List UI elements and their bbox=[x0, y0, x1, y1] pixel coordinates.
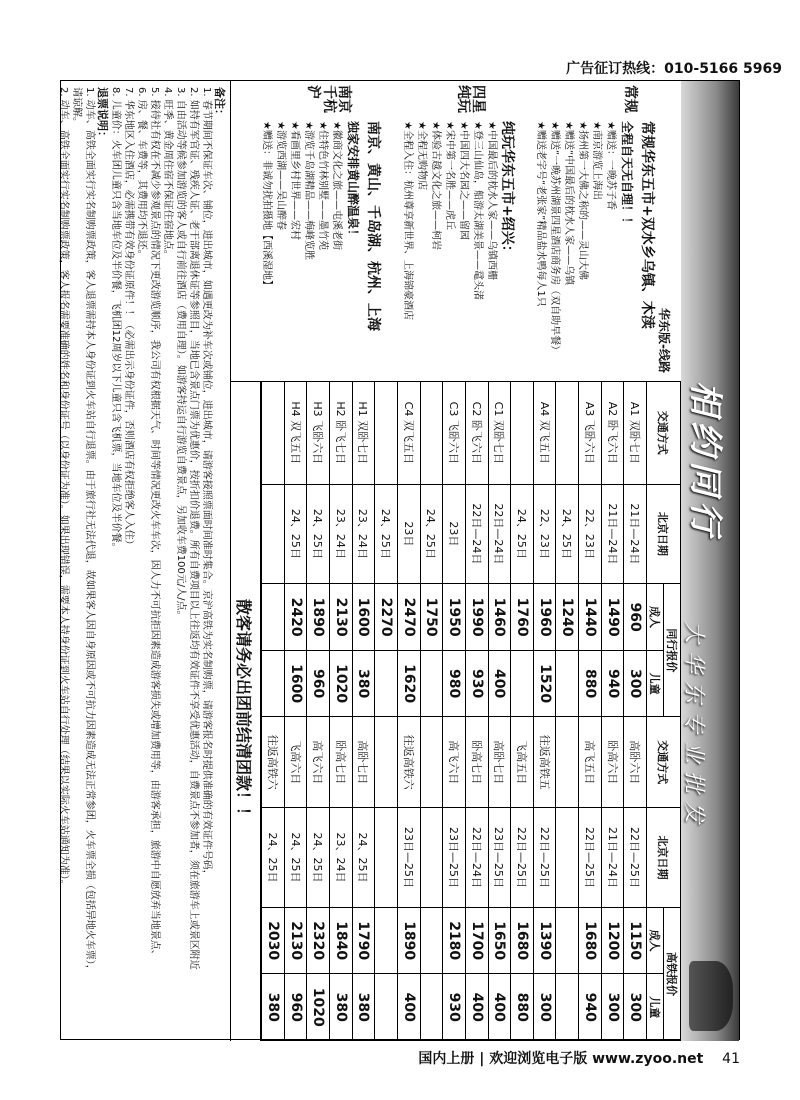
table-cell: 1790 bbox=[352, 907, 375, 974]
table-cell: 1200 bbox=[601, 907, 624, 974]
table-cell: 1620 bbox=[397, 650, 420, 717]
table-cell: 23日—25日 bbox=[397, 808, 420, 908]
table-cell: 1460 bbox=[488, 584, 511, 651]
table-cell bbox=[375, 907, 398, 974]
list-item: ★游览西湖——吴山醉春 bbox=[275, 121, 287, 230]
table-cell: 卧高七日 bbox=[330, 717, 353, 808]
block-header: 常规华东五市+双水乡乌镇、木渎 bbox=[639, 121, 655, 329]
banner-slogan: 相约同行 bbox=[685, 381, 725, 541]
table-cell: 2130 bbox=[284, 907, 307, 974]
table-cell: C2 卧飞六日 bbox=[465, 382, 488, 485]
table-row bbox=[284, 382, 307, 1041]
table-cell: 21日—24日 bbox=[624, 484, 647, 584]
price-body bbox=[262, 382, 647, 1041]
table-cell: C4 双飞五日 bbox=[397, 382, 420, 485]
refund-item: 请谅解。 bbox=[71, 87, 82, 127]
table-cell: 22日—25日 bbox=[624, 808, 647, 908]
table-cell: 1990 bbox=[465, 584, 488, 651]
route-block-1 bbox=[533, 121, 655, 371]
table-cell: 1650 bbox=[488, 907, 511, 974]
table-cell bbox=[420, 974, 443, 1041]
table-cell bbox=[420, 382, 443, 485]
note-item: 2. 如持有军官证、残疾人证、老干部离退休证等参照目，当地已含景点门票为优惠价，按折扣价退费。所有自费项目以上往返均有效证件不享受优惠活动，自费景点不参加者，须在旅游车上或景区附近 bbox=[188, 87, 199, 970]
table-cell: 飞高六日 bbox=[284, 717, 307, 808]
table-row bbox=[397, 382, 420, 1041]
table-cell: 22、23日 bbox=[579, 484, 602, 584]
rotated-page bbox=[60, 80, 740, 1040]
table-cell: 1600 bbox=[352, 584, 375, 651]
table-cell: 400 bbox=[488, 974, 511, 1041]
table-cell: 卧高六日 bbox=[601, 717, 624, 808]
table-cell: 23日 bbox=[397, 484, 420, 584]
refund-title: 退票说明： bbox=[96, 87, 109, 142]
table-cell: 24、25日 bbox=[556, 484, 579, 584]
table-row bbox=[533, 382, 556, 1041]
footer bbox=[418, 1048, 740, 1068]
table-cell: 1890 bbox=[307, 584, 330, 651]
list-item: ★赠送老字号“老张家”精品盐水鸭每人1只 bbox=[535, 121, 547, 307]
table-cell: 高飞六日 bbox=[307, 717, 330, 808]
table-cell bbox=[511, 382, 534, 485]
table-cell: 300 bbox=[624, 650, 647, 717]
table-cell: 2180 bbox=[443, 907, 466, 974]
table-cell: H3 飞卧六日 bbox=[307, 382, 330, 485]
table-cell bbox=[556, 974, 579, 1041]
table-cell: A3 飞卧六日 bbox=[579, 382, 602, 485]
table-cell: 1020 bbox=[307, 974, 330, 1041]
table-row bbox=[488, 382, 511, 1041]
table-cell: 1240 bbox=[556, 584, 579, 651]
table-cell: 940 bbox=[579, 974, 602, 1041]
refund-item: 2. 动车、高铁全面实行实名制购票政策，客人报名需要准确的姓名和身份证号（以身份证为准）。如果出现错误，需要本人持身份证到火车站自行处理（结果以实际火车站通知为准）。 bbox=[58, 87, 69, 890]
table-cell: 960 bbox=[284, 974, 307, 1041]
table-cell: 1520 bbox=[533, 650, 556, 717]
notes-title: 备注： bbox=[213, 87, 226, 120]
list-item: ★全程无购物店 bbox=[416, 121, 428, 190]
banner bbox=[681, 81, 739, 1041]
list-item: ★看画里乡村世界——宏村 bbox=[289, 121, 301, 240]
table-cell: 1750 bbox=[420, 584, 443, 651]
table-row bbox=[511, 382, 534, 1041]
table-row bbox=[556, 382, 579, 1041]
table-cell: 380 bbox=[262, 974, 285, 1041]
block-header: 纯玩华东五市+绍兴： bbox=[499, 121, 515, 259]
price-table bbox=[261, 381, 681, 1041]
table-cell bbox=[556, 382, 579, 485]
note-item: 5. 接待社有权在不减少参观景点的情况下更改游览顺序，我公司有权根据天气、时间等情况更改火车车次，因人力不可抗拒因素造成游客损失或增加费用等，由游客承担，旅游中自愿放弃当地景点、 bbox=[149, 87, 160, 960]
table-cell: 2130 bbox=[330, 584, 353, 651]
note-item: 7. 华东地区入住酒店，必需携带有效身份证原件！！（必需出示身份证件，否则酒店有权拒绝客人入住） bbox=[123, 87, 134, 550]
table-cell: 卧高七日 bbox=[465, 717, 488, 808]
note-item: 1. 春节期间不保证车次、铺位，进出城市，如遇更改为补车次或铺位，进出城市，请游客接照票面时间准时集合。京沪高铁为实名制购票，请游客报名时提供准确的有效证件号码， bbox=[201, 87, 212, 880]
table-cell bbox=[556, 808, 579, 908]
table-cell: 300 bbox=[624, 974, 647, 1041]
table-cell bbox=[262, 650, 285, 717]
list-item: ★赠送：一晚苏子香 bbox=[605, 121, 617, 210]
table-cell: 1960 bbox=[533, 584, 556, 651]
table-cell: 980 bbox=[443, 650, 466, 717]
table-row bbox=[624, 382, 647, 1041]
table-cell: 24、25日 bbox=[307, 808, 330, 908]
table-row bbox=[579, 382, 602, 1041]
table-cell: C1 双卧七日 bbox=[488, 382, 511, 485]
table-cell: A4 双飞五日 bbox=[533, 382, 556, 485]
table-cell: 2270 bbox=[375, 584, 398, 651]
table-cell: 1390 bbox=[533, 907, 556, 974]
table-cell bbox=[556, 717, 579, 808]
note-item: 6. 房、餐、车费等，其费用均不退还。 bbox=[136, 87, 147, 260]
table-row bbox=[330, 382, 353, 1041]
table-cell bbox=[375, 650, 398, 717]
table-cell: 1950 bbox=[443, 584, 466, 651]
list-item: ★南京游览上海出 bbox=[591, 121, 603, 200]
route-block-3 bbox=[259, 121, 381, 371]
table-cell: 880 bbox=[579, 650, 602, 717]
table-cell: 2420 bbox=[284, 584, 307, 651]
note-item: 4. 旺季、黄金周住宿不保证住宿地点。 bbox=[162, 87, 173, 260]
table-cell bbox=[375, 717, 398, 808]
table-cell: 940 bbox=[601, 650, 624, 717]
table-cell bbox=[375, 808, 398, 908]
table-cell: 1890 bbox=[397, 907, 420, 974]
table-cell: 2030 bbox=[262, 907, 285, 974]
sub-header: 成人 bbox=[647, 584, 664, 651]
table-row bbox=[352, 382, 375, 1041]
table-cell bbox=[420, 907, 443, 974]
table-cell: 300 bbox=[601, 974, 624, 1041]
table-cell: A1 双卧七日 bbox=[624, 382, 647, 485]
table-cell: 24、25日 bbox=[284, 808, 307, 908]
block-subheader: 独家安排黄山醉温泉！ bbox=[346, 121, 361, 242]
table-cell: 400 bbox=[465, 974, 488, 1041]
table-row bbox=[420, 382, 443, 1041]
note-item: 3. 自由活动等候参加游览的客人或自行前往酒店（费用自理）。如游客持运自行游览自费景点，另加收车费100元/人/点。 bbox=[175, 87, 186, 621]
table-cell: 1020 bbox=[330, 650, 353, 717]
table-cell: 高卧七日 bbox=[488, 717, 511, 808]
list-item: ★赠送：非诚勿扰拍摄地【西溪湿地】 bbox=[261, 121, 273, 290]
table-row bbox=[443, 382, 466, 1041]
list-item: ★中国最后的枕水人家——乌镇西栅 bbox=[486, 121, 498, 280]
sub-header: 成人 bbox=[647, 907, 664, 974]
table-cell: 1680 bbox=[511, 907, 534, 974]
table-cell: 1840 bbox=[330, 907, 353, 974]
table-cell: 24、25日 bbox=[511, 484, 534, 584]
table-cell bbox=[420, 650, 443, 717]
table-cell: 高飞五日 bbox=[579, 717, 602, 808]
table-cell: 往返高铁六 bbox=[262, 717, 285, 808]
list-item: ★体验古越文化之旅——柯岩 bbox=[430, 121, 442, 250]
table-cell: 380 bbox=[352, 974, 375, 1041]
table-cell: 23、24日 bbox=[330, 808, 353, 908]
table-cell: 380 bbox=[330, 974, 353, 1041]
block-subheader: 全程自天无自理！！ bbox=[620, 121, 635, 230]
footer-text: 国内上册 | 欢迎浏览电子版 www.zyoo.net bbox=[418, 1051, 704, 1067]
col-header: 同行报价 bbox=[664, 584, 681, 717]
table-cell: 2320 bbox=[307, 907, 330, 974]
table-cell bbox=[375, 382, 398, 485]
list-item: ★徽商文化之旅——屯溪老街 bbox=[331, 121, 343, 250]
table-cell: 24、25日 bbox=[375, 484, 398, 584]
table-cell bbox=[556, 650, 579, 717]
sub-header: 儿童 bbox=[647, 974, 664, 1041]
table-row bbox=[601, 382, 624, 1041]
list-item: ★登三山仙岛，船游太湖美景——鼋头渚 bbox=[472, 121, 484, 300]
table-cell bbox=[420, 717, 443, 808]
table-cell bbox=[262, 484, 285, 584]
table-cell: 2470 bbox=[397, 584, 420, 651]
table-cell: 23日—25日 bbox=[443, 808, 466, 908]
table-cell: 880 bbox=[511, 974, 534, 1041]
table-row bbox=[375, 382, 398, 1041]
col-header: 交通方式 bbox=[647, 717, 681, 808]
table-cell bbox=[262, 584, 285, 651]
list-item: ★住特色竹林别墅——墨竹苑 bbox=[317, 121, 329, 250]
col-header: 北京日期 bbox=[647, 808, 681, 908]
table-cell bbox=[375, 974, 398, 1041]
table-cell: 22日—25日 bbox=[533, 808, 556, 908]
table-cell: 23、24日 bbox=[330, 484, 353, 584]
table-cell: 24、25日 bbox=[262, 808, 285, 908]
table-row bbox=[307, 382, 330, 1041]
table-cell: 21日—24日 bbox=[601, 808, 624, 908]
list-item: ★中国四大名园之——留园 bbox=[458, 121, 470, 240]
list-item: ★宋中第一名胜——虎丘 bbox=[444, 121, 456, 230]
table-cell: 23、24日 bbox=[352, 484, 375, 584]
table-cell: 21日—24日 bbox=[601, 484, 624, 584]
list-item: ★全程入住：杭州尊享新世界、上海锦豪酒店 bbox=[402, 121, 414, 320]
table-cell: 300 bbox=[533, 974, 556, 1041]
table-cell: 960 bbox=[624, 584, 647, 651]
col-header: 高铁报价 bbox=[664, 907, 681, 1040]
table-cell: A2 卧飞六日 bbox=[601, 382, 624, 485]
table-cell: 往返高铁六 bbox=[397, 717, 420, 808]
table-cell: 22日—24日 bbox=[465, 808, 488, 908]
table-cell: 22日—24日 bbox=[465, 484, 488, 584]
table-cell bbox=[556, 907, 579, 974]
table-cell: 930 bbox=[443, 974, 466, 1041]
note-item: 8. 儿童价：火车团儿童只含当地车位及半价餐，飞机团12周岁以下儿童只含飞机票，当地车位及半价餐。 bbox=[110, 87, 121, 553]
table-row bbox=[262, 382, 285, 1041]
table-cell bbox=[511, 650, 534, 717]
table-cell: 1760 bbox=[511, 584, 534, 651]
table-cell: C3 飞卧六日 bbox=[443, 382, 466, 485]
table-cell: 高卧六日 bbox=[624, 717, 647, 808]
list-item: ★扬州第一大佛之称的——灵山大佛 bbox=[577, 121, 589, 280]
table-cell: 24、25日 bbox=[420, 484, 443, 584]
price-grid bbox=[261, 381, 681, 1041]
col-header: 交通方式 bbox=[647, 382, 681, 485]
table-cell: 400 bbox=[488, 650, 511, 717]
block-tag-2: 四星纯玩 bbox=[454, 85, 486, 113]
table-cell: 23日—25日 bbox=[488, 808, 511, 908]
table-cell bbox=[262, 382, 285, 485]
block-header: 南京、黄山、千岛湖、杭州、上海 bbox=[365, 121, 381, 331]
banner-slogan-2: 大华东专业批发 bbox=[681, 621, 706, 832]
table-cell: 1440 bbox=[579, 584, 602, 651]
table-cell bbox=[420, 808, 443, 908]
table-cell: 400 bbox=[397, 974, 420, 1041]
notice-banner: 散客请务必出团前结清团款！！ bbox=[230, 381, 261, 1041]
table-cell: 1600 bbox=[284, 650, 307, 717]
table-cell: 1150 bbox=[624, 907, 647, 974]
table-cell: H2 卧飞七日 bbox=[330, 382, 353, 485]
table-cell: 24、25日 bbox=[352, 808, 375, 908]
table-cell: 380 bbox=[352, 650, 375, 717]
table-cell: 往返高铁五 bbox=[533, 717, 556, 808]
table-cell: H1 双卧七日 bbox=[352, 382, 375, 485]
col-header: 北京日期 bbox=[647, 484, 681, 584]
table-cell: 1490 bbox=[601, 584, 624, 651]
table-cell: 1700 bbox=[465, 907, 488, 974]
table-row bbox=[465, 382, 488, 1041]
sub-header: 儿童 bbox=[647, 650, 664, 717]
table-cell: 22日—25日 bbox=[511, 808, 534, 908]
list-item: ★赠送“中国最后的枕水人家——乌镇 bbox=[563, 121, 575, 286]
table-cell: 960 bbox=[307, 650, 330, 717]
table-cell: 高卧七日 bbox=[352, 717, 375, 808]
refund-item: 1. 动车、高铁全面实行实名制购票政策，客人退票需持本人身份证到火车站自行退票。由于旅行社无法代退，故如果客人因自身原因或不可抗力因素造成无法正常参团，火车票全损（包括异地火车票）， bbox=[84, 87, 95, 975]
table-cell: 23日 bbox=[443, 484, 466, 584]
table-cell: 22日—25日 bbox=[579, 808, 602, 908]
page-number: 41 bbox=[722, 1051, 740, 1067]
ad-hotline: 广告征订热线：010-5166 5969 bbox=[566, 61, 782, 77]
table-cell: 24、25日 bbox=[307, 484, 330, 584]
notes bbox=[59, 81, 231, 1041]
list-item: ★赠送“一晚苏州湖景四星酒店商务房（双自助早餐） bbox=[549, 121, 561, 356]
table-cell: 24、25日 bbox=[284, 484, 307, 584]
table-cell: 22日—24日 bbox=[488, 484, 511, 584]
table-cell: 高飞六日 bbox=[443, 717, 466, 808]
block-tag-1: 常规 bbox=[622, 85, 638, 113]
route-descriptions bbox=[231, 81, 681, 382]
route-block-2 bbox=[400, 121, 515, 371]
table-cell: 1680 bbox=[579, 907, 602, 974]
block-tag-3: 南京千杭沪 bbox=[305, 85, 352, 113]
table-cell: 飞高五日 bbox=[511, 717, 534, 808]
list-item: ★游览千岛湖精品——梅峰览胜 bbox=[303, 121, 315, 260]
table-cell: H4 双飞五日 bbox=[284, 382, 307, 485]
table-cell: 930 bbox=[465, 650, 488, 717]
table-cell: 22、23日 bbox=[533, 484, 556, 584]
route-title: 华东版-线路 bbox=[657, 308, 671, 373]
ship-image bbox=[689, 961, 733, 1031]
